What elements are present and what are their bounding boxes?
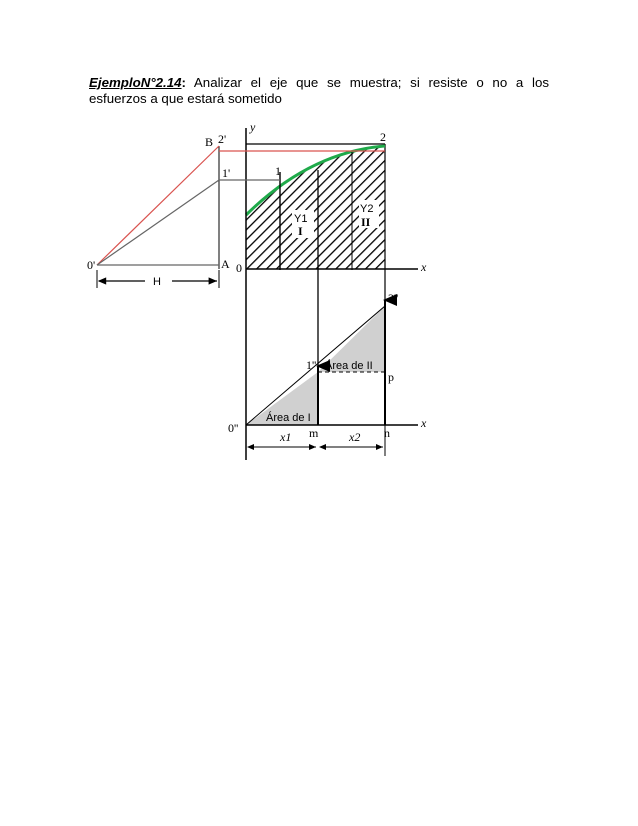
point-2prime-label: 2' (218, 132, 227, 146)
y1-label: Y1 (294, 213, 308, 225)
gray-ray-1 (97, 180, 219, 265)
point-n-label: n (384, 426, 390, 440)
region-II-label: II (361, 215, 371, 229)
h-label: H (153, 276, 161, 288)
point-p-label: p (388, 370, 394, 384)
example-colon: : (181, 75, 186, 90)
origin-label: 0 (236, 261, 242, 275)
y2-label: Y2 (360, 203, 374, 215)
x-axis-top-label: x (421, 260, 427, 274)
example-text: Analizar el eje que se muestra; si resiste o no a los esfuerzos a que estará sometido (89, 75, 549, 106)
area-I-label: Área de I (266, 412, 311, 424)
area-II-label: Área de II (325, 360, 373, 372)
point-m-label: m (309, 426, 319, 440)
region-I-label: I (298, 224, 303, 238)
x2-label: x2 (349, 430, 361, 444)
example-label: EjemploN°2.14 (89, 75, 182, 90)
point-2dprime-label: 2'' (388, 291, 399, 305)
y-axis-label: y (250, 120, 256, 134)
point-2-label: 2 (380, 130, 386, 144)
red-ray (97, 146, 219, 265)
point-0dprime-label: 0'' (228, 421, 239, 435)
x-axis-bottom-label: x (421, 416, 427, 430)
x1-label: x1 (280, 430, 292, 444)
point-A-label: A (221, 257, 230, 271)
point-0prime-label: 0' (87, 258, 96, 272)
point-1dprime-label: 1'' (306, 358, 317, 372)
point-B-label: B (205, 135, 214, 149)
point-1prime-label: 1' (222, 166, 231, 180)
point-1-label: 1 (275, 164, 281, 178)
